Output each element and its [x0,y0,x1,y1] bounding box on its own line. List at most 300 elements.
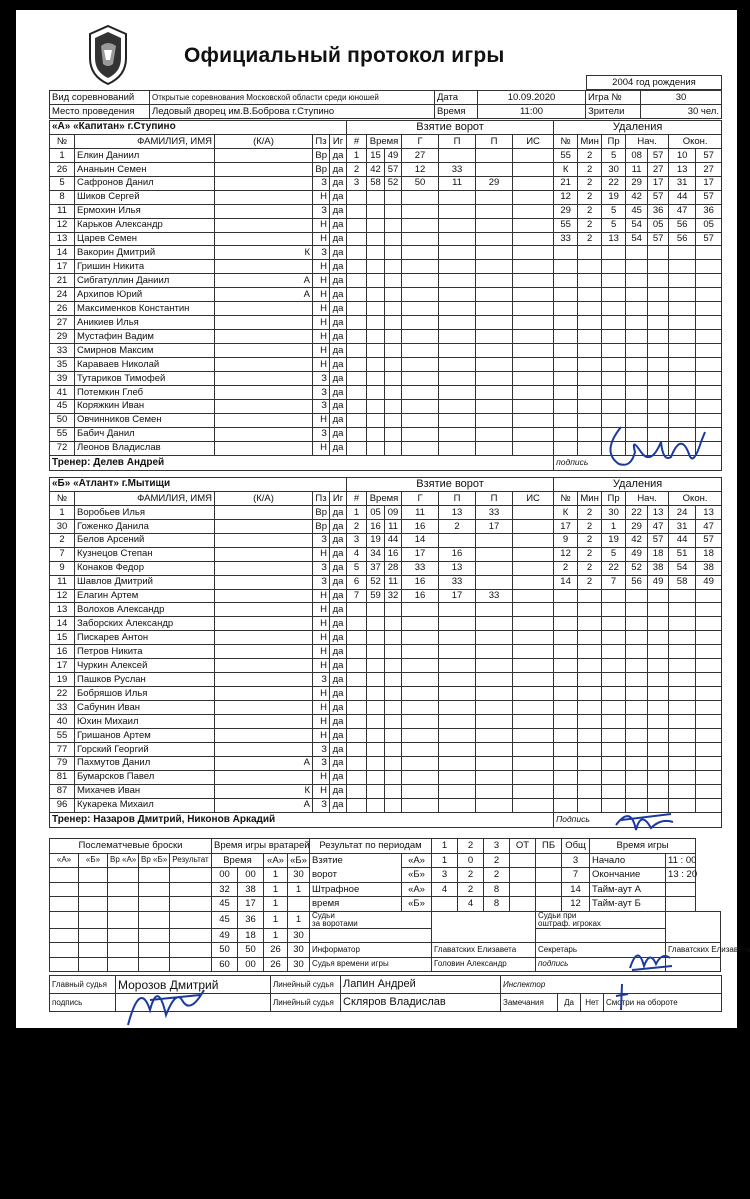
penalty-start-sec: 36 [648,204,669,218]
team-b-player-row [50,701,722,715]
goals-a-period: 2 [484,853,510,868]
goal-number [347,260,367,274]
penalty-minutes [578,399,602,413]
player-role [215,190,313,204]
so-cell [79,957,108,972]
player-number: 17 [50,260,75,274]
goal-scorer [402,274,439,288]
team-b-player-row [50,659,722,673]
gk-team-a: 1 [264,882,288,897]
goal-assist-1: 33 [439,575,476,589]
player-role: А [215,288,313,302]
goal-situation [513,519,554,533]
player-position: Н [313,631,330,645]
penalty-start-sec [648,260,669,274]
penalty-end-sec [696,246,722,260]
timekeeper-label: Судья времени игры [310,957,432,972]
player-position: З [313,204,330,218]
goal-second [385,770,402,784]
goal-minute: 15 [367,148,385,162]
penalty-minutes [578,316,602,330]
player-number: 27 [50,316,75,330]
col-pen-reason: Пр [602,491,626,505]
goal-second: 09 [385,505,402,519]
player-role [215,770,313,784]
team-b-player-row [50,756,722,770]
penalty-player [554,371,578,385]
player-number: 22 [50,687,75,701]
goal-assist-2 [476,274,513,288]
penalty-reason: 19 [602,190,626,204]
goal-assist-2 [476,330,513,344]
goal-minute [367,330,385,344]
goal-assist-1 [439,190,476,204]
protocol-sheet [16,10,750,1028]
player-played: да [330,413,347,427]
goal-assist-2 [476,687,513,701]
goal-assist-2 [476,316,513,330]
penalty-reason [602,631,626,645]
goal-scorer [402,673,439,687]
goal-scorer [402,399,439,413]
goal-assist-2 [476,645,513,659]
goal-minute: 58 [367,176,385,190]
penalty-end-min: 56 [669,232,696,246]
player-name: Петров Никита [75,645,215,659]
penalty-reason [602,385,626,399]
goal-situation [513,344,554,358]
penalty-start-sec [648,399,669,413]
result-period: 2 [484,868,510,883]
team-b-penalties-title: Удаления [554,478,722,492]
player-role [215,260,313,274]
spectators-label: Зрители [586,105,641,119]
summary-table [49,838,750,972]
player-position: Н [313,784,330,798]
secretary-signature [626,940,676,975]
so-cell [139,897,170,912]
goal-situation [513,505,554,519]
goal-assist-2 [476,603,513,617]
goal-number [347,288,367,302]
penalty-end-min: 56 [669,218,696,232]
gk-second: 00 [238,868,264,883]
result-period [536,882,562,897]
so-cell [50,928,79,943]
penalty-end-sec [696,742,722,756]
goal-second [385,617,402,631]
goal-assist-1: 13 [439,505,476,519]
result-period: 4 [458,897,484,912]
penalty-minutes [578,441,602,455]
penalty-reason [602,260,626,274]
goal-assist-2 [476,162,513,176]
penalty-end-sec: 05 [696,218,722,232]
goal-assist-1 [439,204,476,218]
player-role [215,399,313,413]
goal-minute [367,218,385,232]
penalty-end-sec: 57 [696,190,722,204]
team-a-player-row [50,190,722,204]
penalty-end-sec [696,302,722,316]
penalty-player [554,441,578,455]
penalty-start-sec: 57 [648,232,669,246]
result-label: Штрафное [310,882,402,897]
player-role [215,385,313,399]
so-cell [79,911,108,928]
goal-second [385,427,402,441]
player-position: Н [313,589,330,603]
period-3: 3 [484,839,510,854]
main-referee-signature [120,970,220,1030]
team-a-player-row [50,274,722,288]
goal-scorer [402,631,439,645]
goal-second [385,190,402,204]
penalty-end-min [669,399,696,413]
penalty-minutes: 2 [578,561,602,575]
goal-assist-2 [476,357,513,371]
player-name: Карьков Александр [75,218,215,232]
player-number: 16 [50,645,75,659]
player-number: 33 [50,701,75,715]
player-number: 21 [50,274,75,288]
penalty-player [554,631,578,645]
goal-assist-1 [439,148,476,162]
penalty-start-sec [648,756,669,770]
goal-situation [513,659,554,673]
goal-minute [367,288,385,302]
player-name: Михачев Иван [75,784,215,798]
penalty-reason: 5 [602,547,626,561]
player-role [215,673,313,687]
player-played: да [330,770,347,784]
player-name: Пахмутов Данил [75,756,215,770]
penalty-start-min [626,603,648,617]
team-b-player-row [50,728,722,742]
penalty-player: 9 [554,533,578,547]
so-col-b: «Б» [79,853,108,868]
penalty-start-sec: 57 [648,190,669,204]
goal-assist-2 [476,770,513,784]
penalty-player [554,288,578,302]
penalty-minutes [578,659,602,673]
penalty-end-min [669,784,696,798]
goal-scorer [402,344,439,358]
goal-situation [513,371,554,385]
goalie-time-title: Время игры вратарей [212,839,310,854]
goal-assist-2 [476,659,513,673]
goals-a-period [536,853,562,868]
goal-number [347,756,367,770]
col-goal-is: ИС [513,491,554,505]
penalty-reason: 22 [602,561,626,575]
goal-minute [367,701,385,715]
gk-team-a: 26 [264,943,288,958]
player-played: да [330,204,347,218]
penalty-start-min [626,645,648,659]
penalty-player [554,603,578,617]
goal-minute [367,232,385,246]
goal-scorer [402,701,439,715]
player-position: Н [313,316,330,330]
goal-number [347,274,367,288]
goal-second [385,302,402,316]
goal-assist-1 [439,784,476,798]
penalty-end-min [669,330,696,344]
goal-assist-1 [439,246,476,260]
goal-scorer [402,427,439,441]
team-b-player-row [50,742,722,756]
goal-assist-1 [439,330,476,344]
penalty-player: 14 [554,575,578,589]
penalty-player: 17 [554,519,578,533]
player-number: 26 [50,162,75,176]
penalty-start-min [626,589,648,603]
penalty-end-min [669,659,696,673]
goal-number: 2 [347,519,367,533]
goal-assist-1 [439,385,476,399]
goal-scorer [402,190,439,204]
penalty-start-sec [648,246,669,260]
penalty-end-min: 10 [669,148,696,162]
penalty-reason [602,399,626,413]
player-name: Волохов Александр [75,603,215,617]
goal-assist-2 [476,413,513,427]
penalty-start-min: 42 [626,190,648,204]
goal-minute [367,246,385,260]
penalty-end-min [669,770,696,784]
penalty-player [554,617,578,631]
penalty-end-sec: 17 [696,176,722,190]
goal-minute [367,260,385,274]
goal-assist-1 [439,288,476,302]
col-ig: Иг [330,491,347,505]
team-b-player-row [50,645,722,659]
goal-assist-2 [476,190,513,204]
col-goal-p1: П [439,134,476,148]
player-played: да [330,603,347,617]
goal-number: 7 [347,589,367,603]
player-played: да [330,728,347,742]
so-cell [79,882,108,897]
so-cell [170,897,212,912]
goal-judges-label: Судьи за воротами [310,911,432,928]
player-name: Гоженко Данила [75,519,215,533]
player-played: да [330,784,347,798]
goal-minute [367,687,385,701]
player-position: Н [313,288,330,302]
goal-minute [367,728,385,742]
goal-situation [513,190,554,204]
goal-scorer [402,770,439,784]
goal-scorer: 50 [402,176,439,190]
goal-assist-1: 33 [439,162,476,176]
player-played: да [330,701,347,715]
team-a-player-row [50,399,722,413]
goal-minute [367,742,385,756]
penalty-minutes [578,260,602,274]
player-role [215,701,313,715]
so-cell [108,897,139,912]
gk-second: 38 [238,882,264,897]
team-b-player-row [50,561,722,575]
penalty-player [554,673,578,687]
player-played: да [330,547,347,561]
penalty-end-min [669,728,696,742]
penalty-minutes [578,589,602,603]
gk-team-b: 1 [288,882,310,897]
team-a-player-row [50,288,722,302]
goal-second: 28 [385,561,402,575]
penalty-end-min [669,316,696,330]
goal-assist-2 [476,148,513,162]
goal-assist-1 [439,399,476,413]
goal-assist-2 [476,399,513,413]
player-name: Овчинников Семен [75,413,215,427]
player-position: Н [313,659,330,673]
remarks-no: Нет [581,994,604,1011]
penalty-minutes [578,645,602,659]
goal-second [385,204,402,218]
penalty-start-min [626,260,648,274]
penalty-minutes [578,330,602,344]
goal-second [385,645,402,659]
penalty-start-min [626,288,648,302]
player-position: З [313,371,330,385]
goal-scorer [402,260,439,274]
player-name: Кукарека Михаил [75,798,215,812]
goal-minute [367,756,385,770]
gk-second: 17 [238,897,264,912]
goal-assist-1 [439,344,476,358]
goal-scorer: 16 [402,519,439,533]
so-cell [108,911,139,928]
goal-assist-2 [476,547,513,561]
player-role [215,316,313,330]
penalty-start-sec: 05 [648,218,669,232]
penalty-end-min [669,645,696,659]
penalty-player: К [554,162,578,176]
goal-second: 11 [385,519,402,533]
player-played: да [330,673,347,687]
venue-label: Место проведения [50,105,150,119]
goal-number: 6 [347,575,367,589]
goal-scorer [402,687,439,701]
goal-assist-1 [439,673,476,687]
player-position: Н [313,232,330,246]
goal-scorer [402,441,439,455]
time-label: Время [435,105,478,119]
goal-assist-2 [476,756,513,770]
player-number: 77 [50,742,75,756]
player-number: 39 [50,371,75,385]
gk-second: 00 [238,957,264,972]
gk-team-a: 1 [264,897,288,912]
penalty-start-sec [648,371,669,385]
goal-situation [513,798,554,812]
penalty-start-sec: 27 [648,162,669,176]
penalty-player: 12 [554,190,578,204]
date-label: Дата [435,91,478,105]
team-a-signature-label: подпись [554,455,722,470]
team-a-player-row [50,344,722,358]
player-role [215,659,313,673]
goal-assist-2 [476,561,513,575]
penalty-end-min [669,631,696,645]
goal-scorer [402,728,439,742]
penalty-end-sec: 18 [696,547,722,561]
goal-assist-2 [476,728,513,742]
goal-situation [513,441,554,455]
goal-second [385,631,402,645]
penalty-reason [602,344,626,358]
so-cell [139,928,170,943]
goal-second [385,260,402,274]
col-goal-time: Время [367,134,402,148]
penalty-end-sec: 57 [696,232,722,246]
player-number: 7 [50,547,75,561]
goal-second [385,288,402,302]
penalty-start-min [626,756,648,770]
penalty-minutes [578,246,602,260]
team-a-player-row [50,330,722,344]
goal-second [385,399,402,413]
penalty-minutes [578,617,602,631]
penalty-reason: 30 [602,505,626,519]
result-period: 3 [432,868,458,883]
player-name: Ананьин Семен [75,162,215,176]
so-cell [50,957,79,972]
player-number: 12 [50,589,75,603]
goal-second [385,798,402,812]
goal-situation [513,232,554,246]
goal-situation [513,162,554,176]
penalty-minutes [578,371,602,385]
goal-situation [513,427,554,441]
penalty-reason: 7 [602,575,626,589]
player-played: да [330,533,347,547]
col-goal-num: # [347,491,367,505]
goal-minute: 52 [367,575,385,589]
gk-team-a: 1 [264,868,288,883]
goal-number [347,399,367,413]
gk-second: 18 [238,928,264,943]
goals-a-period: 1 [432,853,458,868]
penalty-start-min [626,316,648,330]
goal-assist-1 [439,274,476,288]
goal-situation [513,246,554,260]
penalty-player: 33 [554,232,578,246]
penalty-reason [602,645,626,659]
penalty-start-min [626,344,648,358]
result-period [510,882,536,897]
penalty-end-min: 47 [669,204,696,218]
goals-a-period: 0 [458,853,484,868]
penalty-start-min [626,673,648,687]
goal-minute [367,441,385,455]
goal-minute [367,274,385,288]
goal-situation [513,176,554,190]
goal-situation [513,288,554,302]
goal-assist-2 [476,673,513,687]
col-pen-no: № [554,491,578,505]
penalty-minutes [578,701,602,715]
penalty-start-sec: 47 [648,519,669,533]
goal-scorer [402,603,439,617]
penalty-end-min [669,687,696,701]
penalty-end-sec [696,784,722,798]
team-a-player-row [50,316,722,330]
